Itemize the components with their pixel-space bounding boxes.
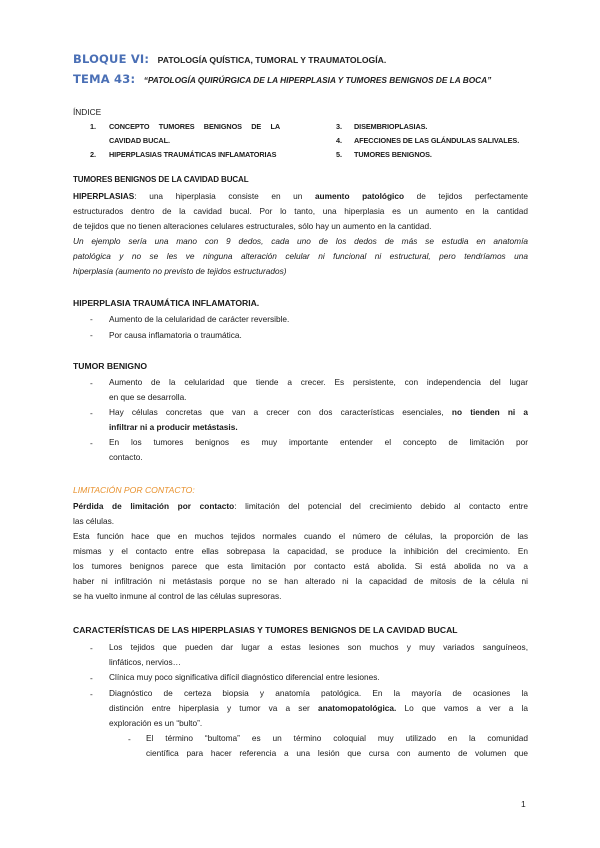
text-line <box>109 701 528 716</box>
example-line: Un ejemplo sería una mano con 9 dedos, cada uno de los dedos de más se estudia en anatomía <box>73 236 528 246</box>
bullet-dash: - <box>90 673 93 683</box>
bullet-dash: - <box>90 314 93 324</box>
section2-item-2: Por causa inflamatoria o traumática. <box>109 330 242 340</box>
bullet-dash: - <box>90 378 93 388</box>
text-line: En los tumores benignos es muy importante entender el concepto de limitación por <box>109 437 528 447</box>
text-line: Aumento de la celularidad que tiende a crecer. Es persistente, con independencia del lugar <box>109 377 528 387</box>
bloque-title: PATOLOGÍA QUÍSTICA, TUMORAL Y TRAUMATOLOGÍA. <box>157 55 387 65</box>
section5-heading: CARACTERÍSTICAS DE LAS HIPERPLASIAS Y TUMORES BENIGNOS DE LA CAVIDAD BUCAL <box>73 625 458 635</box>
text-line: se ha vuelto inmune al control de las células supresoras. <box>73 591 282 601</box>
section1-line: estructurados dentro de la cavidad bucal. Por lo tanto, una hiperplasia es un aumento en la cantidad <box>73 206 528 216</box>
bullet-dash: - <box>90 438 93 448</box>
section5-item-1 <box>109 640 528 670</box>
text-line: las células. <box>73 516 115 526</box>
index-title: ÍNDICE <box>73 107 102 117</box>
index-num-4: 4. <box>336 136 342 145</box>
page-number: 1 <box>521 799 526 809</box>
text-run: : una hiperplasia consiste en un <box>134 191 315 201</box>
text-line: infiltrar ni a producir metástasis. <box>109 422 238 432</box>
index-num-3: 3. <box>336 122 342 131</box>
bullet-dash: - <box>90 330 93 340</box>
text-run: de tejidos perfectamente <box>404 191 528 201</box>
text-run: distinción entre hiperplasia y tumor va a ser <box>109 703 318 713</box>
bold-run: anatomopatológica. <box>317 703 397 713</box>
text-line: contacto. <box>109 452 143 462</box>
text-line: Diagnóstico de certeza biopsia y anatomía patológica. En la mayoría de ocasiones la <box>109 688 528 698</box>
section2-heading: HIPERPLASIA TRAUMÁTICA INFLAMATORIA. <box>73 298 260 308</box>
text-line <box>109 405 528 420</box>
text-line: exploración es un “bulto”. <box>109 718 203 728</box>
section4-body <box>73 499 528 604</box>
text-line: en que se desarrolla. <box>109 392 187 402</box>
index-item-1: CONCEPTO TUMORES BENIGNOS DE LA <box>109 122 280 131</box>
section1-body <box>73 189 528 279</box>
section2-item-1: Aumento de la celularidad de carácter reversible. <box>109 314 290 324</box>
bold-run: no tienden ni a <box>451 407 528 417</box>
bloque-label: BLOQUE VI: <box>73 52 150 66</box>
text-line: El término “bultoma” es un término coloquial muy utilizado en la comunidad <box>146 733 528 743</box>
text-line: los tumores benignos parece que esta limitación por contacto está abolida. Si está abolida no va a <box>73 561 528 571</box>
index-item-4: AFECCIONES DE LAS GLÁNDULAS SALIVALES. <box>354 136 520 145</box>
section3-heading: TUMOR BENIGNO <box>73 361 147 371</box>
index-num-5: 5. <box>336 150 342 159</box>
bold-run: Pérdida de limitación por contacto <box>73 501 235 511</box>
text-line: mismas y el contacto entre ellas sobrepasa la capacidad, se produce la inhibición del crecimiento. En <box>73 546 528 556</box>
bloque-header <box>73 50 386 68</box>
index-num-2: 2. <box>90 150 96 159</box>
section1-heading: TUMORES BENIGNOS DE LA CAVIDAD BUCAL <box>73 175 249 184</box>
section5-item-2: Clínica muy poco significativa difícil diagnóstico diferencial entre lesiones. <box>109 672 380 682</box>
example-line: patológica y no se les ve ninguna alteración celular ni funcional ni estructural, pero tendríamos una <box>73 251 528 261</box>
section1-line: de tejidos que no tienen alteraciones celulares estructurales, sólo hay un aumento en la cantidad. <box>73 221 432 231</box>
section3-item-2 <box>109 405 528 435</box>
index-item-2: HIPERPLASIAS TRAUMÁTICAS INFLAMATORIAS <box>109 150 277 159</box>
text-line: haber ni infiltración ni metástasis porque no se han alterado ni la capacidad de mitosis de la célula ni <box>73 576 528 586</box>
section4-heading: LIMITACIÓN POR CONTACTO: <box>73 485 195 495</box>
index-item-5: TUMORES BENIGNOS. <box>354 150 432 159</box>
bullet-dash: - <box>90 643 93 653</box>
text-run: Hay células concretas que van a crecer con dos características esenciales, <box>109 407 452 417</box>
index-item-3: DISEMBRIOPLASIAS. <box>354 122 428 131</box>
section3-item-1 <box>109 375 528 405</box>
text-line <box>73 499 528 514</box>
tema-label: TEMA 43: <box>73 72 136 86</box>
index-item-1-cont: CAVIDAD BUCAL. <box>109 136 170 145</box>
bullet-dash: - <box>90 689 93 699</box>
text-line: Los tejidos que pueden dar lugar a estas lesiones son muchos y muy variados sanguíneos, <box>109 642 528 652</box>
section5-subitem-1 <box>146 731 528 761</box>
text-line: Esta función hace que en muchos tejidos normales cuando el número de células, la proporción de las <box>73 531 528 541</box>
section3-item-3 <box>109 435 528 465</box>
text-run: : limitación del potencial del crecimiento debido al contacto entre <box>234 501 528 511</box>
text-run: Lo que vamos a ver a la <box>396 703 528 713</box>
tema-title: “PATOLOGÍA QUIRÚRGICA DE LA HIPERPLASIA Y TUMORES BENIGNOS DE LA BOCA” <box>143 75 492 85</box>
example-line: hiperplasia (aumento no previsto de tejidos estructurados) <box>73 266 287 276</box>
hiperplasias-term: HIPERPLASIAS <box>73 191 135 201</box>
tema-header <box>73 70 491 88</box>
text-line: linfáticos, nervios… <box>109 657 181 667</box>
section1-line <box>73 189 528 204</box>
section5-item-3 <box>109 686 528 731</box>
aumento-patologico-term: aumento patológico <box>314 191 405 201</box>
bullet-dash: - <box>90 408 93 418</box>
index-num-1: 1. <box>90 122 96 131</box>
sub-bullet-dash: - <box>128 734 131 744</box>
text-line: científica para hacer referencia a una lesión que cursa con aumento de volumen que <box>146 748 528 758</box>
